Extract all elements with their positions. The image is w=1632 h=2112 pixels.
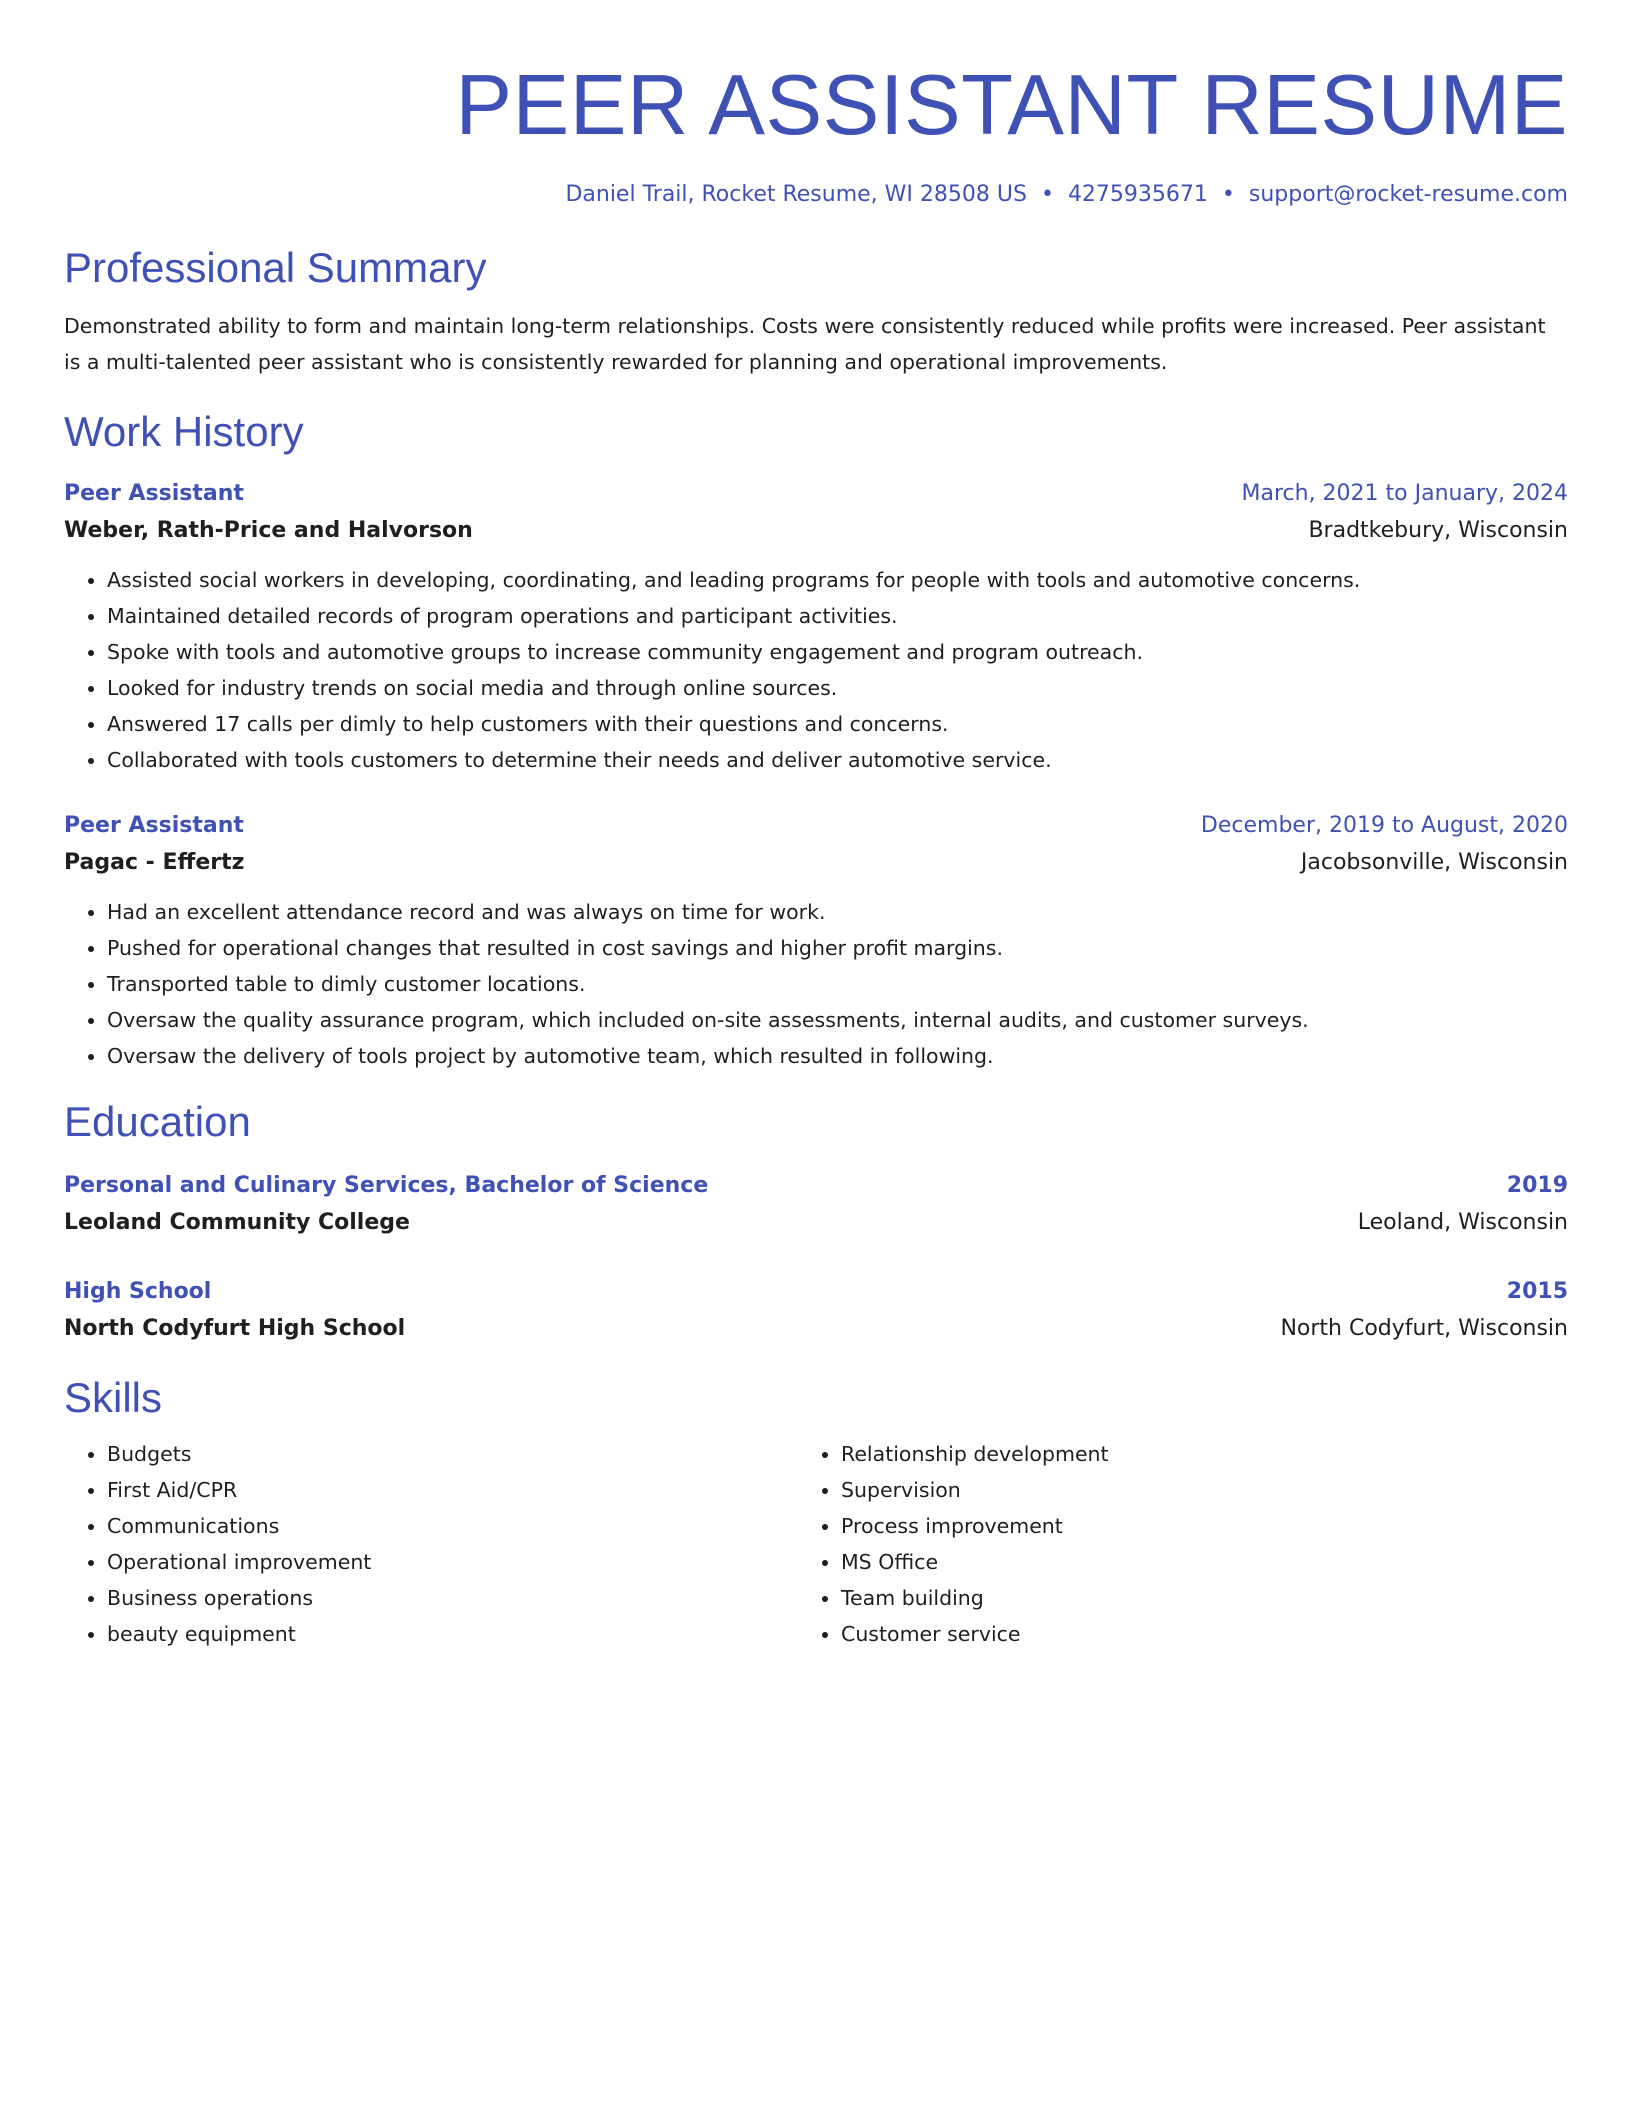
job-company-row	[64, 844, 1568, 882]
skill-item: • Communications	[107, 1508, 798, 1544]
job-bullet: • Answered 17 calls per dimly to help customers with their questions and concerns.	[107, 706, 1568, 742]
contact-phone: 4275935671	[1067, 182, 1208, 207]
section-heading-skills: Skills	[64, 1374, 163, 1421]
resume-title: PEER ASSISTANT RESUME	[455, 58, 1568, 153]
job-dates: March, 2021 to January, 2024	[1241, 481, 1568, 506]
job-company: Weber, Rath-Price and Halvorson	[64, 518, 473, 543]
education-entry	[64, 1168, 1568, 1242]
job-company: Pagac - Effertz	[64, 850, 245, 875]
skill-item: • Budgets	[107, 1436, 798, 1472]
education-degree: Personal and Culinary Services, Bachelor of Science	[64, 1173, 709, 1198]
education-header-row	[64, 1168, 1568, 1204]
skills-column-left	[64, 1436, 798, 1652]
skill-item: • MS Office	[841, 1544, 1532, 1580]
job-entry	[64, 476, 1568, 778]
education-entry	[64, 1274, 1568, 1348]
skill-item: • First Aid/CPR	[107, 1472, 798, 1508]
education-year: 2019	[1506, 1173, 1568, 1198]
skill-item: • beauty equipment	[107, 1616, 798, 1652]
education-header-row	[64, 1274, 1568, 1310]
education-school-row	[64, 1204, 1568, 1242]
section-heading-summary: Professional Summary	[64, 244, 487, 291]
job-company-row	[64, 512, 1568, 550]
job-title: Peer Assistant	[64, 813, 244, 838]
skill-item: • Process improvement	[841, 1508, 1532, 1544]
skill-item: • Customer service	[841, 1616, 1532, 1652]
job-bullet: • Pushed for operational changes that resulted in cost savings and higher profit margins.	[107, 930, 1568, 966]
contact-line	[64, 180, 1568, 210]
education-school-row	[64, 1310, 1568, 1348]
job-header-row	[64, 476, 1568, 512]
education-location: Leoland, Wisconsin	[1357, 1210, 1568, 1235]
job-bullets	[64, 562, 1568, 778]
summary-text: Demonstrated ability to form and maintain long-term relationships. Costs were consistently reduced while profits were increased. Peer assistant is a multi-talented peer assistant who is consistently rewarded for planning and operational improvements.	[64, 314, 1546, 374]
education-school: Leoland Community College	[64, 1210, 410, 1235]
skill-item: • Operational improvement	[107, 1544, 798, 1580]
contact-email[interactable]: support@rocket-resume.com	[1248, 182, 1568, 207]
education-degree: High School	[64, 1279, 212, 1304]
job-bullets	[64, 894, 1568, 1074]
skill-item: • Supervision	[841, 1472, 1532, 1508]
job-entry	[64, 808, 1568, 1074]
skill-item: • Team building	[841, 1580, 1532, 1616]
skill-item: • Business operations	[107, 1580, 798, 1616]
job-bullet: • Maintained detailed records of program operations and participant activities.	[107, 598, 1568, 634]
job-bullet: • Looked for industry trends on social media and through online sources.	[107, 670, 1568, 706]
contact-separator: •	[1040, 182, 1054, 207]
job-location: Bradtkebury, Wisconsin	[1308, 518, 1568, 543]
job-bullet: • Had an excellent attendance record and was always on time for work.	[107, 894, 1568, 930]
job-bullet: • Spoke with tools and automotive groups to increase community engagement and program outreach.	[107, 634, 1568, 670]
contact-separator: •	[1221, 182, 1235, 207]
job-header-row	[64, 808, 1568, 844]
job-bullet: • Oversaw the delivery of tools project by automotive team, which resulted in following.	[107, 1038, 1568, 1074]
job-bullet: • Collaborated with tools customers to determine their needs and deliver automotive service.	[107, 742, 1568, 778]
job-bullet: • Oversaw the quality assurance program, which included on-site assessments, internal audits, and customer surveys.	[107, 1002, 1568, 1038]
job-location: Jacobsonville, Wisconsin	[1300, 850, 1568, 875]
education-year: 2015	[1506, 1279, 1568, 1304]
section-heading-work-history: Work History	[64, 408, 304, 455]
skills-column-right	[798, 1436, 1532, 1652]
contact-address: Daniel Trail, Rocket Resume, WI 28508 US	[565, 182, 1027, 207]
job-title: Peer Assistant	[64, 481, 244, 506]
section-heading-education: Education	[64, 1098, 251, 1145]
education-location: North Codyfurt, Wisconsin	[1280, 1316, 1568, 1341]
resume-header	[64, 56, 1568, 210]
education-school: North Codyfurt High School	[64, 1316, 406, 1341]
job-bullet: • Transported table to dimly customer locations.	[107, 966, 1568, 1002]
skill-item: • Relationship development	[841, 1436, 1532, 1472]
job-bullet: • Assisted social workers in developing, coordinating, and leading programs for people with tools and automotive concerns.	[107, 562, 1568, 598]
job-dates: December, 2019 to August, 2020	[1200, 813, 1568, 838]
skills-grid	[64, 1436, 1568, 1652]
